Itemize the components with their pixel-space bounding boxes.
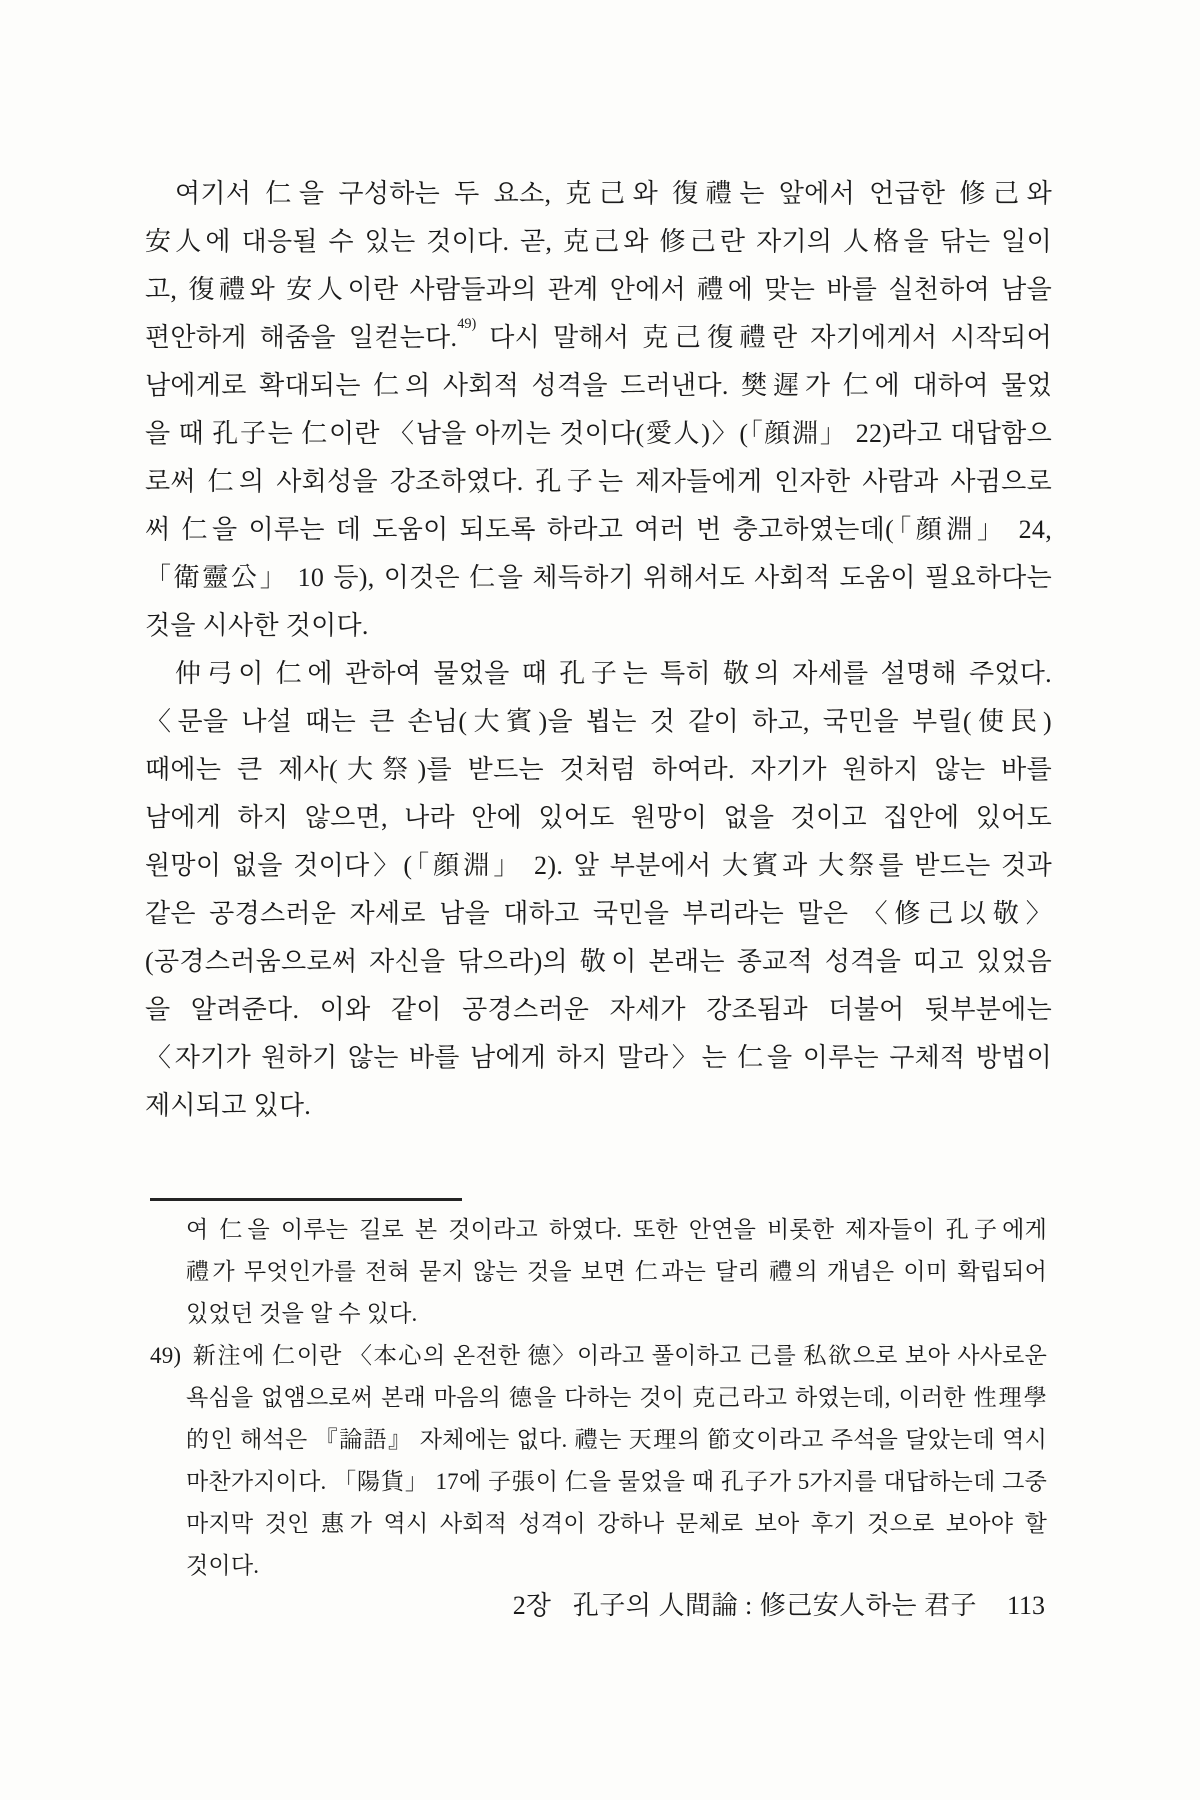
text-line: 고, 復禮와 安人이란 사람들과의 관계 안에서 禮에 맞는 바를 실천하여 남을 bbox=[145, 275, 1052, 304]
text-line: 것을 시사한 것이다. bbox=[145, 611, 369, 640]
text-segment: 다시 말해서 克己復禮란 자기에게서 시작되어 bbox=[489, 323, 1052, 352]
text-line: 같은 공경스러운 자세로 남을 대하고 국민을 부리라는 말은 〈修己以敬〉 bbox=[145, 899, 1052, 928]
text-line: 제시되고 있다. bbox=[145, 1091, 312, 1120]
page-number: 113 bbox=[1006, 1591, 1045, 1620]
text-line: 로써 仁의 사회성을 강조하였다. 孔子는 제자들에게 인자한 사람과 사귐으로 bbox=[145, 467, 1052, 496]
footnote-line: 여 仁을 이루는 길로 본 것이라고 하였다. 또한 안연을 비롯한 제자들이 孔子에게 bbox=[186, 1217, 1047, 1242]
text-line: (공경스러움으로써 자신을 닦으라)의 敬이 본래는 종교적 성격을 띠고 있었음 bbox=[145, 947, 1052, 976]
footnote-block bbox=[150, 1209, 1047, 1587]
footnote-separator bbox=[150, 1198, 462, 1201]
running-title: 孔子의 人間論 : 修己安人하는 君子 bbox=[572, 1591, 977, 1620]
text-line: 「衛靈公」 10 등), 이것은 仁을 체득하기 위해서도 사회적 도움이 필요하다는 bbox=[145, 563, 1052, 592]
text-line bbox=[145, 314, 1052, 362]
text-line: 〈자기가 원하기 않는 바를 남에게 하지 말라〉는 仁을 이루는 구체적 방법이 bbox=[145, 1043, 1052, 1072]
footnote-reference: 49) bbox=[457, 316, 477, 333]
text-line: 써 仁을 이루는 데 도움이 되도록 하라고 여러 번 충고하였는데(「顔淵」 24, bbox=[145, 515, 1052, 544]
page-footer bbox=[145, 1586, 1045, 1626]
text-line: 원망이 없을 것이다〉(「顔淵」 2). 앞 부분에서 大賓과 大祭를 받드는 것과 bbox=[145, 851, 1052, 880]
text-line: 때에는 큰 제사(大祭)를 받드는 것처럼 하여라. 자기가 원하지 않는 바를 bbox=[145, 755, 1052, 784]
text-line: 仲弓이 仁에 관하여 물었을 때 孔子는 특히 敬의 자세를 설명해 주었다. bbox=[175, 659, 1052, 688]
footnote-marker: 49) bbox=[150, 1343, 182, 1368]
footnote-line: 禮가 무엇인가를 전혀 묻지 않는 것을 보면 仁과는 달리 禮의 개념은 이미 확립되어 bbox=[186, 1259, 1047, 1284]
footnote-line: 的인 해석은 『論語』 자체에는 없다. 禮는 天理의 節文이라고 주석을 달았는데 역시 bbox=[186, 1427, 1047, 1452]
footnote-line: 마지막 것인 惠가 역시 사회적 성격이 강하나 문체로 보아 후기 것으로 보아야 할 bbox=[186, 1511, 1047, 1536]
footnote-line: 있었던 것을 알 수 있다. bbox=[186, 1301, 418, 1326]
body-text bbox=[145, 170, 1052, 1130]
text-line: 남에게로 확대되는 仁의 사회적 성격을 드러낸다. 樊遲가 仁에 대하여 물었 bbox=[145, 371, 1052, 400]
text-line: 을 때 孔子는 仁이란 〈남을 아끼는 것이다(愛人)〉(「顔淵」 22)라고 대답함으 bbox=[145, 419, 1052, 448]
text-line: 安人에 대응될 수 있는 것이다. 곧, 克己와 修己란 자기의 人格을 닦는 일이 bbox=[145, 227, 1052, 256]
text-line: 을 알려준다. 이와 같이 공경스러운 자세가 강조됨과 더불어 뒷부분에는 bbox=[145, 995, 1052, 1024]
footnote-line bbox=[150, 1335, 1047, 1377]
text-line: 여기서 仁을 구성하는 두 요소, 克己와 復禮는 앞에서 언급한 修己와 bbox=[175, 179, 1052, 208]
text-segment: 편안하게 해줌을 일컫는다. bbox=[145, 323, 458, 352]
text-line: 〈문을 나설 때는 큰 손님(大賓)을 뵙는 것 같이 하고, 국민을 부릴(使民) bbox=[145, 707, 1052, 736]
chapter-label: 2장 bbox=[512, 1591, 551, 1620]
footnote-line: 욕심을 없앰으로써 본래 마음의 德을 다하는 것이 克己라고 하였는데, 이러한 性理學 bbox=[186, 1385, 1047, 1410]
footnote-line: 것이다. bbox=[186, 1553, 260, 1578]
footnote-line: 마찬가지이다. 「陽貨」 17에 子張이 仁을 물었을 때 孔子가 5가지를 대답하는데 그중 bbox=[186, 1469, 1047, 1494]
text-segment: 新注에 仁이란 〈本心의 온전한 德〉이라고 풀이하고 己를 私欲으로 보아 사사로운 bbox=[191, 1343, 1047, 1368]
text-line: 남에게 하지 않으면, 나라 안에 있어도 원망이 없을 것이고 집안에 있어도 bbox=[145, 803, 1052, 832]
